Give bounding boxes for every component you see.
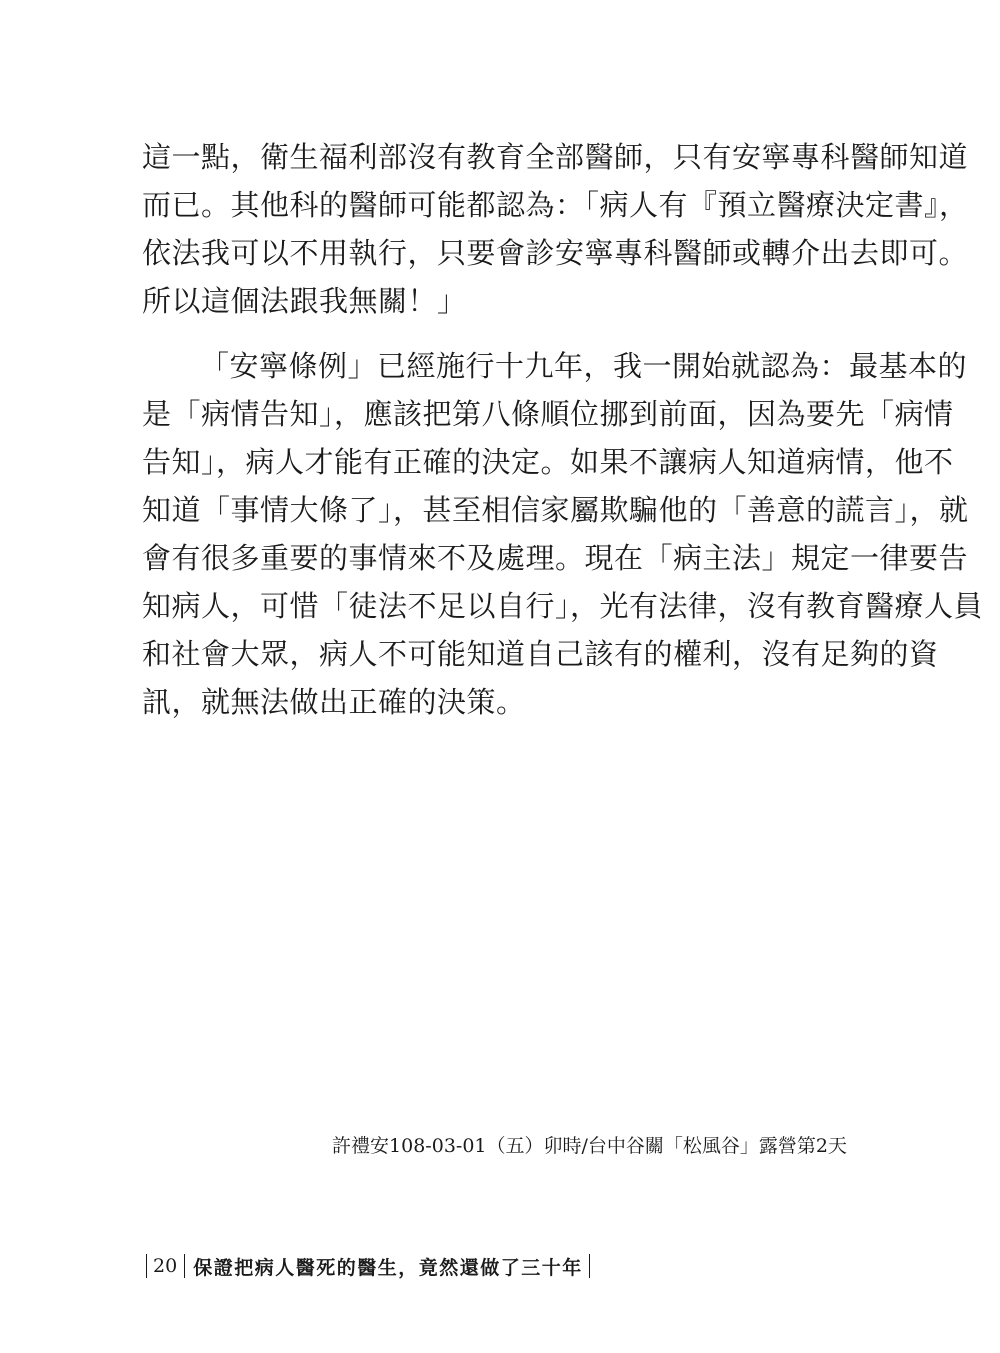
text-line: 這一點，衛生福利部沒有教育全部醫師，只有安寧專科醫師知道 (142, 140, 969, 174)
text-line: 依法我可以不用執行，只要會診安寧專科醫師或轉介出去即可。 (142, 236, 969, 270)
text-line: 和社會大眾，病人不可能知道自己該有的權利，沒有足夠的資 (142, 637, 939, 671)
text-line: 所以這個法跟我無關！」 (142, 284, 467, 318)
paragraph-2 (142, 342, 984, 726)
paragraph-1 (142, 133, 969, 325)
text-line: 告知」，病人才能有正確的決定。如果不讓病人知道病情，他不 (142, 445, 954, 479)
author-signature: 許禮安108-03-01（五）卯時/台中谷關「松風谷」露營第2天 (332, 1135, 847, 1157)
body-text (142, 133, 984, 726)
text-line: 訊，就無法做出正確的決策。 (142, 685, 526, 719)
page-number: 20 (153, 1255, 178, 1277)
text-line: 而已。其他科的醫師可能都認為：「病人有『預立醫療決定書』， (142, 188, 969, 222)
text-line: 會有很多重要的事情來不及處理。現在「病主法」規定一律要告 (142, 541, 969, 575)
text-line: 知病人，可惜「徒法不足以自行」，光有法律，沒有教育醫療人員 (142, 589, 984, 623)
footer-divider (589, 1254, 590, 1278)
text-line (142, 342, 968, 390)
book-title: 保證把病人醫死的醫生，竟然還做了三十年 (193, 1256, 583, 1279)
text-line: 知道「事情大條了」，甚至相信家屬欺騙他的「善意的謊言」，就 (142, 493, 969, 527)
paragraph-spacer (142, 325, 858, 342)
text-line: 是「病情告知」，應該把第八條順位挪到前面，因為要先「病情 (142, 397, 954, 431)
page-footer (146, 1252, 590, 1280)
text-line-content: 「安寧條例」已經施行十九年，我一開始就認為：最基本的 (200, 349, 968, 383)
